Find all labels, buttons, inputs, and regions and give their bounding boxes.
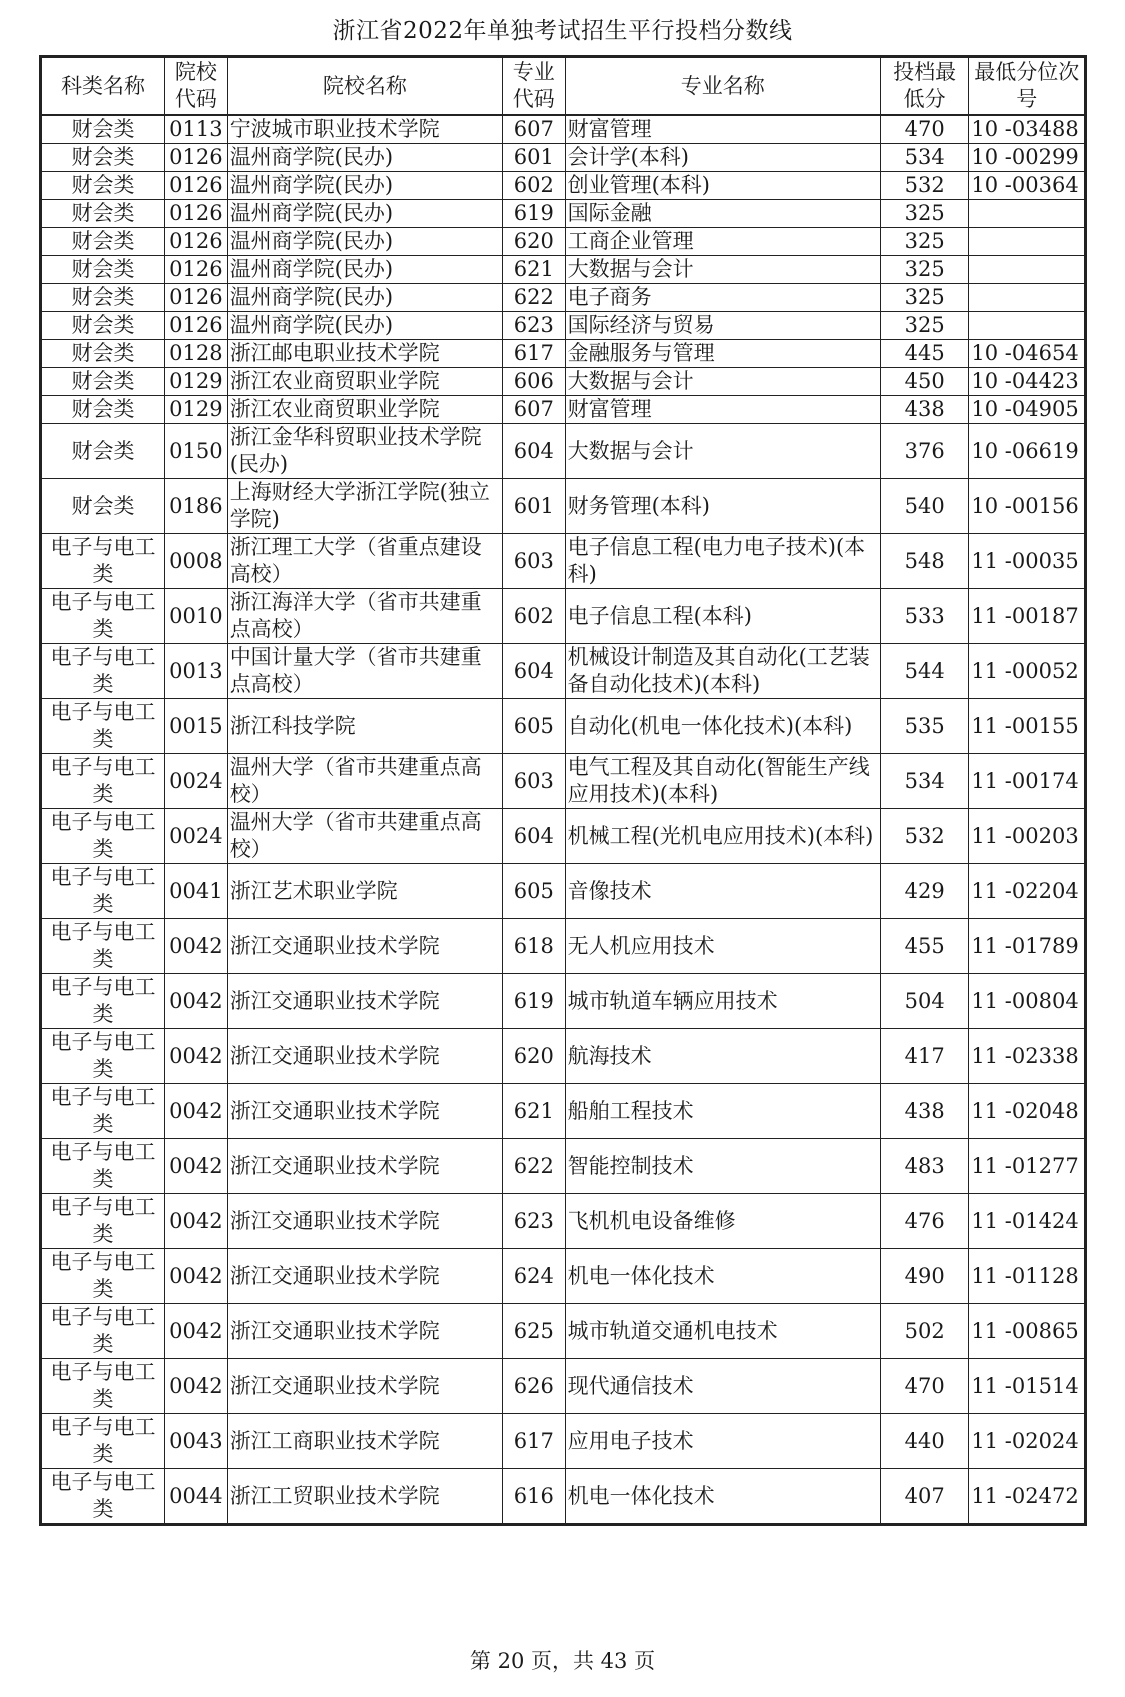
category-cell: 财会类 — [42, 200, 165, 228]
table-row — [42, 144, 1085, 172]
min-rank-cell: 11 -02204 — [969, 864, 1085, 919]
major-name-cell: 自动化(机电一体化技术)(本科) — [565, 699, 880, 754]
min-rank-cell: 11 -00203 — [969, 809, 1085, 864]
category-cell: 电子与电工类 — [42, 589, 165, 644]
school-name-cell: 浙江交通职业技术学院 — [227, 1084, 502, 1139]
min-score-cell: 502 — [880, 1304, 969, 1359]
min-score-cell: 476 — [880, 1194, 969, 1249]
major-name-cell: 机电一体化技术 — [565, 1469, 880, 1524]
header-school-name: 院校名称 — [227, 58, 502, 116]
school-name-cell: 浙江交通职业技术学院 — [227, 974, 502, 1029]
table-row — [42, 172, 1085, 200]
header-min-rank: 最低分位次号 — [969, 58, 1085, 116]
school-name-cell: 浙江交通职业技术学院 — [227, 919, 502, 974]
min-rank-cell: 11 -01789 — [969, 919, 1085, 974]
min-rank-cell — [969, 200, 1085, 228]
min-score-cell: 470 — [880, 115, 969, 144]
school-name-cell: 浙江交通职业技术学院 — [227, 1139, 502, 1194]
min-score-cell: 535 — [880, 699, 969, 754]
min-rank-cell: 11 -00155 — [969, 699, 1085, 754]
school-code-cell: 0042 — [165, 1249, 228, 1304]
min-score-cell: 532 — [880, 809, 969, 864]
major-name-cell: 电子商务 — [565, 284, 880, 312]
major-name-cell: 电子信息工程(电力电子技术)(本科) — [565, 534, 880, 589]
category-cell: 电子与电工类 — [42, 1414, 165, 1469]
min-score-cell: 438 — [880, 396, 969, 424]
table-row — [42, 754, 1085, 809]
min-rank-cell: 10 -04654 — [969, 340, 1085, 368]
major-code-cell: 616 — [503, 1469, 566, 1524]
table-header — [42, 58, 1085, 116]
table-row — [42, 1414, 1085, 1469]
major-name-cell: 会计学(本科) — [565, 144, 880, 172]
min-score-cell: 490 — [880, 1249, 969, 1304]
admission-score-table — [41, 57, 1085, 1524]
school-code-cell: 0043 — [165, 1414, 228, 1469]
major-name-cell: 国际经济与贸易 — [565, 312, 880, 340]
min-score-cell: 540 — [880, 479, 969, 534]
major-code-cell: 607 — [503, 396, 566, 424]
school-name-cell: 温州商学院(民办) — [227, 284, 502, 312]
major-code-cell: 603 — [503, 534, 566, 589]
min-rank-cell: 10 -04905 — [969, 396, 1085, 424]
table-row — [42, 479, 1085, 534]
school-name-cell: 中国计量大学（省市共建重点高校） — [227, 644, 502, 699]
school-code-cell: 0186 — [165, 479, 228, 534]
major-code-cell: 622 — [503, 284, 566, 312]
table-row — [42, 256, 1085, 284]
major-code-cell: 626 — [503, 1359, 566, 1414]
major-name-cell: 机电一体化技术 — [565, 1249, 880, 1304]
major-code-cell: 605 — [503, 864, 566, 919]
min-rank-cell: 11 -02338 — [969, 1029, 1085, 1084]
min-score-cell: 533 — [880, 589, 969, 644]
school-code-cell: 0042 — [165, 1359, 228, 1414]
school-code-cell: 0126 — [165, 312, 228, 340]
school-code-cell: 0126 — [165, 256, 228, 284]
major-name-cell: 电子信息工程(本科) — [565, 589, 880, 644]
min-score-cell: 325 — [880, 284, 969, 312]
category-cell: 财会类 — [42, 479, 165, 534]
major-code-cell: 601 — [503, 144, 566, 172]
major-code-cell: 603 — [503, 754, 566, 809]
school-code-cell: 0113 — [165, 115, 228, 144]
major-name-cell: 大数据与会计 — [565, 368, 880, 396]
school-code-cell: 0126 — [165, 284, 228, 312]
min-rank-cell: 10 -06619 — [969, 424, 1085, 479]
table-row — [42, 1084, 1085, 1139]
major-code-cell: 602 — [503, 172, 566, 200]
major-name-cell: 船舶工程技术 — [565, 1084, 880, 1139]
category-cell: 电子与电工类 — [42, 1359, 165, 1414]
school-name-cell: 温州商学院(民办) — [227, 172, 502, 200]
min-rank-cell: 10 -00156 — [969, 479, 1085, 534]
table-row — [42, 284, 1085, 312]
category-cell: 电子与电工类 — [42, 534, 165, 589]
major-name-cell: 创业管理(本科) — [565, 172, 880, 200]
category-cell: 电子与电工类 — [42, 1084, 165, 1139]
header-min-score: 投档最低分 — [880, 58, 969, 116]
school-name-cell: 温州商学院(民办) — [227, 312, 502, 340]
school-name-cell: 浙江海洋大学（省市共建重点高校） — [227, 589, 502, 644]
min-rank-cell: 11 -00035 — [969, 534, 1085, 589]
header-major-code: 专业代码 — [503, 58, 566, 116]
table-row — [42, 1029, 1085, 1084]
min-rank-cell: 11 -02472 — [969, 1469, 1085, 1524]
school-code-cell: 0024 — [165, 809, 228, 864]
category-cell: 电子与电工类 — [42, 1304, 165, 1359]
header-school-code: 院校代码 — [165, 58, 228, 116]
table-row — [42, 312, 1085, 340]
school-code-cell: 0129 — [165, 396, 228, 424]
major-code-cell: 624 — [503, 1249, 566, 1304]
school-name-cell: 浙江交通职业技术学院 — [227, 1249, 502, 1304]
min-rank-cell: 11 -00804 — [969, 974, 1085, 1029]
school-name-cell: 浙江交通职业技术学院 — [227, 1304, 502, 1359]
major-name-cell: 航海技术 — [565, 1029, 880, 1084]
min-rank-cell: 11 -02024 — [969, 1414, 1085, 1469]
major-code-cell: 607 — [503, 115, 566, 144]
category-cell: 电子与电工类 — [42, 699, 165, 754]
school-name-cell: 浙江理工大学（省重点建设高校） — [227, 534, 502, 589]
school-name-cell: 温州商学院(民办) — [227, 256, 502, 284]
major-code-cell: 606 — [503, 368, 566, 396]
min-score-cell: 470 — [880, 1359, 969, 1414]
school-code-cell: 0126 — [165, 172, 228, 200]
min-rank-cell — [969, 312, 1085, 340]
school-code-cell: 0126 — [165, 200, 228, 228]
min-score-cell: 544 — [880, 644, 969, 699]
min-score-cell: 429 — [880, 864, 969, 919]
table-row — [42, 424, 1085, 479]
category-cell: 电子与电工类 — [42, 1139, 165, 1194]
min-score-cell: 325 — [880, 312, 969, 340]
table-body — [42, 115, 1085, 1524]
major-name-cell: 工商企业管理 — [565, 228, 880, 256]
school-name-cell: 温州商学院(民办) — [227, 144, 502, 172]
table-row — [42, 200, 1085, 228]
school-name-cell: 浙江金华科贸职业技术学院(民办) — [227, 424, 502, 479]
min-score-cell: 532 — [880, 172, 969, 200]
major-code-cell: 605 — [503, 699, 566, 754]
min-rank-cell — [969, 256, 1085, 284]
category-cell: 财会类 — [42, 368, 165, 396]
school-code-cell: 0042 — [165, 1084, 228, 1139]
major-code-cell: 617 — [503, 340, 566, 368]
school-code-cell: 0042 — [165, 919, 228, 974]
school-code-cell: 0042 — [165, 1029, 228, 1084]
category-cell: 财会类 — [42, 256, 165, 284]
major-name-cell: 无人机应用技术 — [565, 919, 880, 974]
major-name-cell: 国际金融 — [565, 200, 880, 228]
major-code-cell: 620 — [503, 1029, 566, 1084]
school-code-cell: 0041 — [165, 864, 228, 919]
school-name-cell: 浙江艺术职业学院 — [227, 864, 502, 919]
school-name-cell: 温州商学院(民办) — [227, 228, 502, 256]
school-code-cell: 0024 — [165, 754, 228, 809]
min-score-cell: 325 — [880, 256, 969, 284]
major-code-cell: 601 — [503, 479, 566, 534]
min-rank-cell: 11 -00174 — [969, 754, 1085, 809]
major-code-cell: 619 — [503, 974, 566, 1029]
category-cell: 电子与电工类 — [42, 974, 165, 1029]
school-code-cell: 0042 — [165, 1139, 228, 1194]
major-name-cell: 现代通信技术 — [565, 1359, 880, 1414]
school-code-cell: 0150 — [165, 424, 228, 479]
category-cell: 电子与电工类 — [42, 1194, 165, 1249]
page-title: 浙江省2022年单独考试招生平行投档分数线 — [332, 18, 793, 44]
school-code-cell: 0042 — [165, 1194, 228, 1249]
school-code-cell: 0126 — [165, 228, 228, 256]
table-row — [42, 534, 1085, 589]
min-rank-cell: 10 -04423 — [969, 368, 1085, 396]
min-rank-cell — [969, 284, 1085, 312]
school-name-cell: 浙江工贸职业技术学院 — [227, 1469, 502, 1524]
school-name-cell: 浙江科技学院 — [227, 699, 502, 754]
min-score-cell: 450 — [880, 368, 969, 396]
min-score-cell: 534 — [880, 754, 969, 809]
category-cell: 财会类 — [42, 228, 165, 256]
min-score-cell: 445 — [880, 340, 969, 368]
table-row — [42, 1249, 1085, 1304]
table-row — [42, 228, 1085, 256]
major-name-cell: 财富管理 — [565, 396, 880, 424]
table-row — [42, 919, 1085, 974]
table-row — [42, 1469, 1085, 1524]
major-name-cell: 应用电子技术 — [565, 1414, 880, 1469]
category-cell: 电子与电工类 — [42, 754, 165, 809]
category-cell: 财会类 — [42, 144, 165, 172]
category-cell: 财会类 — [42, 172, 165, 200]
min-rank-cell: 10 -00299 — [969, 144, 1085, 172]
table-row — [42, 589, 1085, 644]
min-rank-cell: 11 -02048 — [969, 1084, 1085, 1139]
major-name-cell: 电气工程及其自动化(智能生产线应用技术)(本科) — [565, 754, 880, 809]
category-cell: 财会类 — [42, 115, 165, 144]
table-row — [42, 1139, 1085, 1194]
school-name-cell: 温州大学（省市共建重点高校） — [227, 809, 502, 864]
category-cell: 财会类 — [42, 312, 165, 340]
school-name-cell: 浙江邮电职业技术学院 — [227, 340, 502, 368]
min-score-cell: 376 — [880, 424, 969, 479]
table-row — [42, 1194, 1085, 1249]
table-row — [42, 809, 1085, 864]
min-score-cell: 417 — [880, 1029, 969, 1084]
school-name-cell: 浙江交通职业技术学院 — [227, 1194, 502, 1249]
major-name-cell: 飞机机电设备维修 — [565, 1194, 880, 1249]
school-name-cell: 浙江交通职业技术学院 — [227, 1359, 502, 1414]
school-name-cell: 浙江农业商贸职业学院 — [227, 368, 502, 396]
school-code-cell: 0042 — [165, 974, 228, 1029]
school-name-cell: 上海财经大学浙江学院(独立学院) — [227, 479, 502, 534]
major-code-cell: 604 — [503, 424, 566, 479]
major-name-cell: 大数据与会计 — [565, 424, 880, 479]
min-score-cell: 325 — [880, 200, 969, 228]
table-row — [42, 699, 1085, 754]
major-code-cell: 621 — [503, 256, 566, 284]
major-name-cell: 城市轨道交通机电技术 — [565, 1304, 880, 1359]
major-code-cell: 622 — [503, 1139, 566, 1194]
min-rank-cell: 11 -01514 — [969, 1359, 1085, 1414]
school-code-cell: 0044 — [165, 1469, 228, 1524]
school-code-cell: 0008 — [165, 534, 228, 589]
major-name-cell: 机械设计制造及其自动化(工艺装备自动化技术)(本科) — [565, 644, 880, 699]
min-score-cell: 455 — [880, 919, 969, 974]
category-cell: 电子与电工类 — [42, 1469, 165, 1524]
min-score-cell: 325 — [880, 228, 969, 256]
table-row — [42, 1304, 1085, 1359]
table-row — [42, 1359, 1085, 1414]
min-score-cell: 440 — [880, 1414, 969, 1469]
school-name-cell: 宁波城市职业技术学院 — [227, 115, 502, 144]
category-cell: 财会类 — [42, 340, 165, 368]
major-name-cell: 财务管理(本科) — [565, 479, 880, 534]
header-category: 科类名称 — [42, 58, 165, 116]
min-rank-cell: 11 -00865 — [969, 1304, 1085, 1359]
min-rank-cell: 10 -03488 — [969, 115, 1085, 144]
table-row — [42, 340, 1085, 368]
major-name-cell: 金融服务与管理 — [565, 340, 880, 368]
major-name-cell: 城市轨道车辆应用技术 — [565, 974, 880, 1029]
school-name-cell: 温州大学（省市共建重点高校） — [227, 754, 502, 809]
school-code-cell: 0129 — [165, 368, 228, 396]
table-row — [42, 368, 1085, 396]
major-name-cell: 大数据与会计 — [565, 256, 880, 284]
school-code-cell: 0010 — [165, 589, 228, 644]
table-row — [42, 115, 1085, 144]
header-major-name: 专业名称 — [565, 58, 880, 116]
min-score-cell: 504 — [880, 974, 969, 1029]
min-rank-cell — [969, 228, 1085, 256]
school-code-cell: 0013 — [165, 644, 228, 699]
major-code-cell: 620 — [503, 228, 566, 256]
category-cell: 电子与电工类 — [42, 644, 165, 699]
school-name-cell: 浙江工商职业技术学院 — [227, 1414, 502, 1469]
category-cell: 电子与电工类 — [42, 919, 165, 974]
category-cell: 财会类 — [42, 284, 165, 312]
min-rank-cell: 11 -00187 — [969, 589, 1085, 644]
min-rank-cell: 11 -01424 — [969, 1194, 1085, 1249]
min-rank-cell: 11 -01277 — [969, 1139, 1085, 1194]
major-code-cell: 623 — [503, 312, 566, 340]
table-row — [42, 396, 1085, 424]
school-code-cell: 0128 — [165, 340, 228, 368]
category-cell: 电子与电工类 — [42, 809, 165, 864]
category-cell: 财会类 — [42, 396, 165, 424]
major-code-cell: 625 — [503, 1304, 566, 1359]
min-score-cell: 407 — [880, 1469, 969, 1524]
category-cell: 电子与电工类 — [42, 864, 165, 919]
school-code-cell: 0126 — [165, 144, 228, 172]
table-row — [42, 644, 1085, 699]
major-code-cell: 618 — [503, 919, 566, 974]
school-code-cell: 0042 — [165, 1304, 228, 1359]
category-cell: 电子与电工类 — [42, 1249, 165, 1304]
major-code-cell: 617 — [503, 1414, 566, 1469]
major-name-cell: 机械工程(光机电应用技术)(本科) — [565, 809, 880, 864]
major-name-cell: 财富管理 — [565, 115, 880, 144]
school-name-cell: 浙江交通职业技术学院 — [227, 1029, 502, 1084]
major-code-cell: 604 — [503, 809, 566, 864]
major-code-cell: 619 — [503, 200, 566, 228]
table-row — [42, 974, 1085, 1029]
min-score-cell: 548 — [880, 534, 969, 589]
min-rank-cell: 11 -00052 — [969, 644, 1085, 699]
major-code-cell: 623 — [503, 1194, 566, 1249]
table-row — [42, 864, 1085, 919]
major-name-cell: 智能控制技术 — [565, 1139, 880, 1194]
category-cell: 电子与电工类 — [42, 1029, 165, 1084]
min-score-cell: 438 — [880, 1084, 969, 1139]
min-score-cell: 534 — [880, 144, 969, 172]
min-rank-cell: 11 -01128 — [969, 1249, 1085, 1304]
major-code-cell: 602 — [503, 589, 566, 644]
school-name-cell: 浙江农业商贸职业学院 — [227, 396, 502, 424]
page-number: 第 20 页，共 43 页 — [469, 1649, 656, 1673]
major-code-cell: 604 — [503, 644, 566, 699]
min-rank-cell: 10 -00364 — [969, 172, 1085, 200]
school-code-cell: 0015 — [165, 699, 228, 754]
category-cell: 财会类 — [42, 424, 165, 479]
major-name-cell: 音像技术 — [565, 864, 880, 919]
min-score-cell: 483 — [880, 1139, 969, 1194]
major-code-cell: 621 — [503, 1084, 566, 1139]
school-name-cell: 温州商学院(民办) — [227, 200, 502, 228]
